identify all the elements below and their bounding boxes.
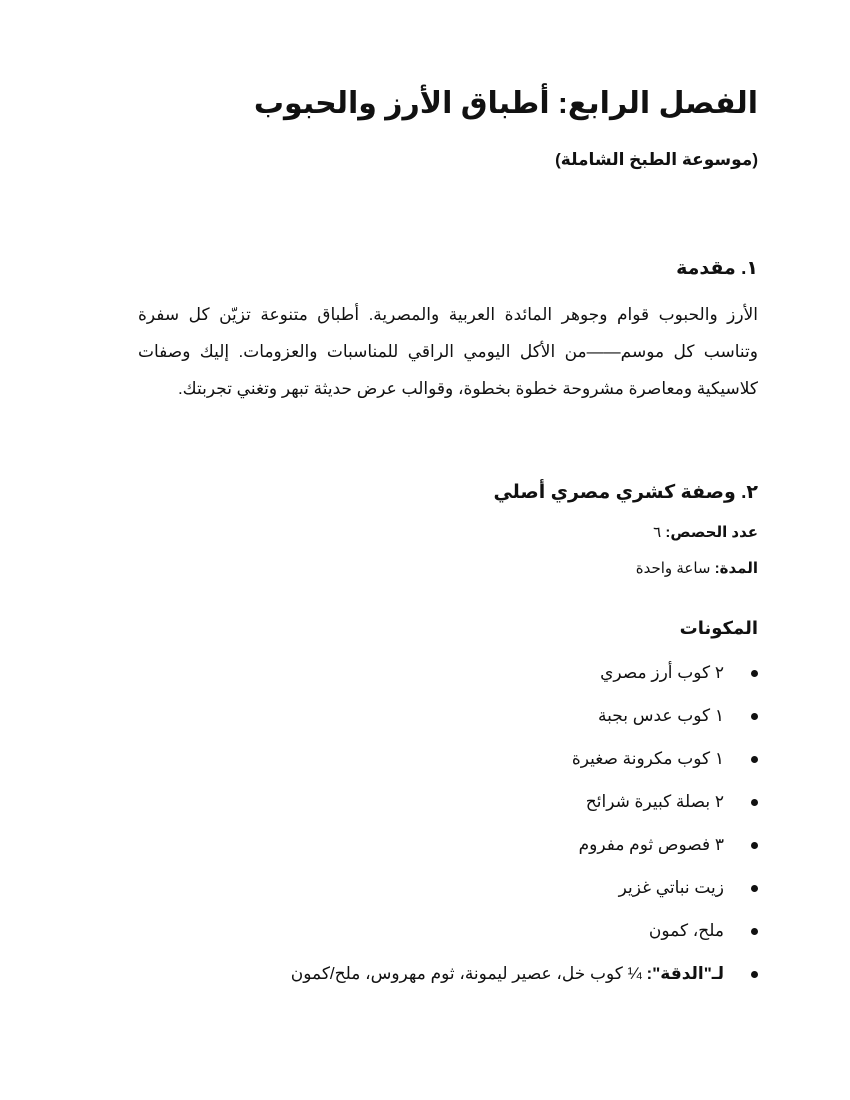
ingredient-text: ٢ بصلة كبيرة شرائح	[585, 792, 724, 811]
ingredient-item	[291, 742, 758, 785]
ingredients-list	[291, 656, 758, 1000]
chapter-title: الفصل الرابع: أطباق الأرز والحبوب	[253, 87, 758, 120]
bullet-icon	[751, 928, 758, 935]
ingredient-label: لـ"الدقة":	[646, 964, 724, 983]
bullet-icon	[751, 670, 758, 677]
bullet-icon	[751, 756, 758, 763]
ingredient-item	[291, 957, 758, 1000]
duration-line	[636, 558, 758, 579]
ingredient-item	[291, 871, 758, 914]
ingredients-heading: المكونات	[679, 618, 758, 638]
ingredient-text: ٣ فصوص ثوم مفروم	[578, 835, 724, 854]
servings-value: ٦	[653, 524, 662, 541]
duration-label: المدة:	[714, 560, 758, 577]
bullet-icon	[751, 713, 758, 720]
servings-label: عدد الحصص:	[665, 524, 758, 541]
ingredient-text: ¼ كوب خل، عصير ليمونة، ثوم مهروس، ملح/كمون	[290, 964, 642, 983]
recipe-heading: ٢. وصفة كشري مصري أصلي	[493, 482, 758, 503]
bullet-icon	[751, 971, 758, 978]
ingredient-text: ٢ كوب أرز مصري	[600, 663, 724, 682]
ingredient-item	[291, 828, 758, 871]
bullet-icon	[751, 799, 758, 806]
intro-paragraph: الأرز والحبوب قوام وجوهر المائدة العربية والمصرية. أطباق متنوعة تزيّن كل سفرة وتناسب كل موسم——من الأكل اليومي الراقي للمناسبات والعزومات. إليك وصفات كلاسيكية ومعاصرة مشروحة خطوة بخطوة، وقوالب عرض حديثة تبهر وتغني تجربتك.	[138, 305, 758, 398]
ingredient-text: ١ كوب عدس بجبة	[598, 706, 724, 725]
ingredient-item	[291, 699, 758, 742]
bullet-icon	[751, 842, 758, 849]
book-subtitle: (موسوعة الطبخ الشاملة)	[555, 150, 758, 169]
ingredient-text: ملح، كمون	[648, 921, 724, 940]
servings-line	[653, 522, 758, 543]
duration-value: ساعة واحدة	[635, 560, 711, 577]
intro-heading: ١. مقدمة	[676, 258, 758, 279]
ingredient-text: ١ كوب مكرونة صغيرة	[571, 749, 724, 768]
ingredient-item	[291, 656, 758, 699]
bullet-icon	[751, 885, 758, 892]
ingredient-text: زيت نباتي غزير	[618, 878, 724, 897]
ingredient-item	[291, 914, 758, 957]
ingredient-item	[291, 785, 758, 828]
